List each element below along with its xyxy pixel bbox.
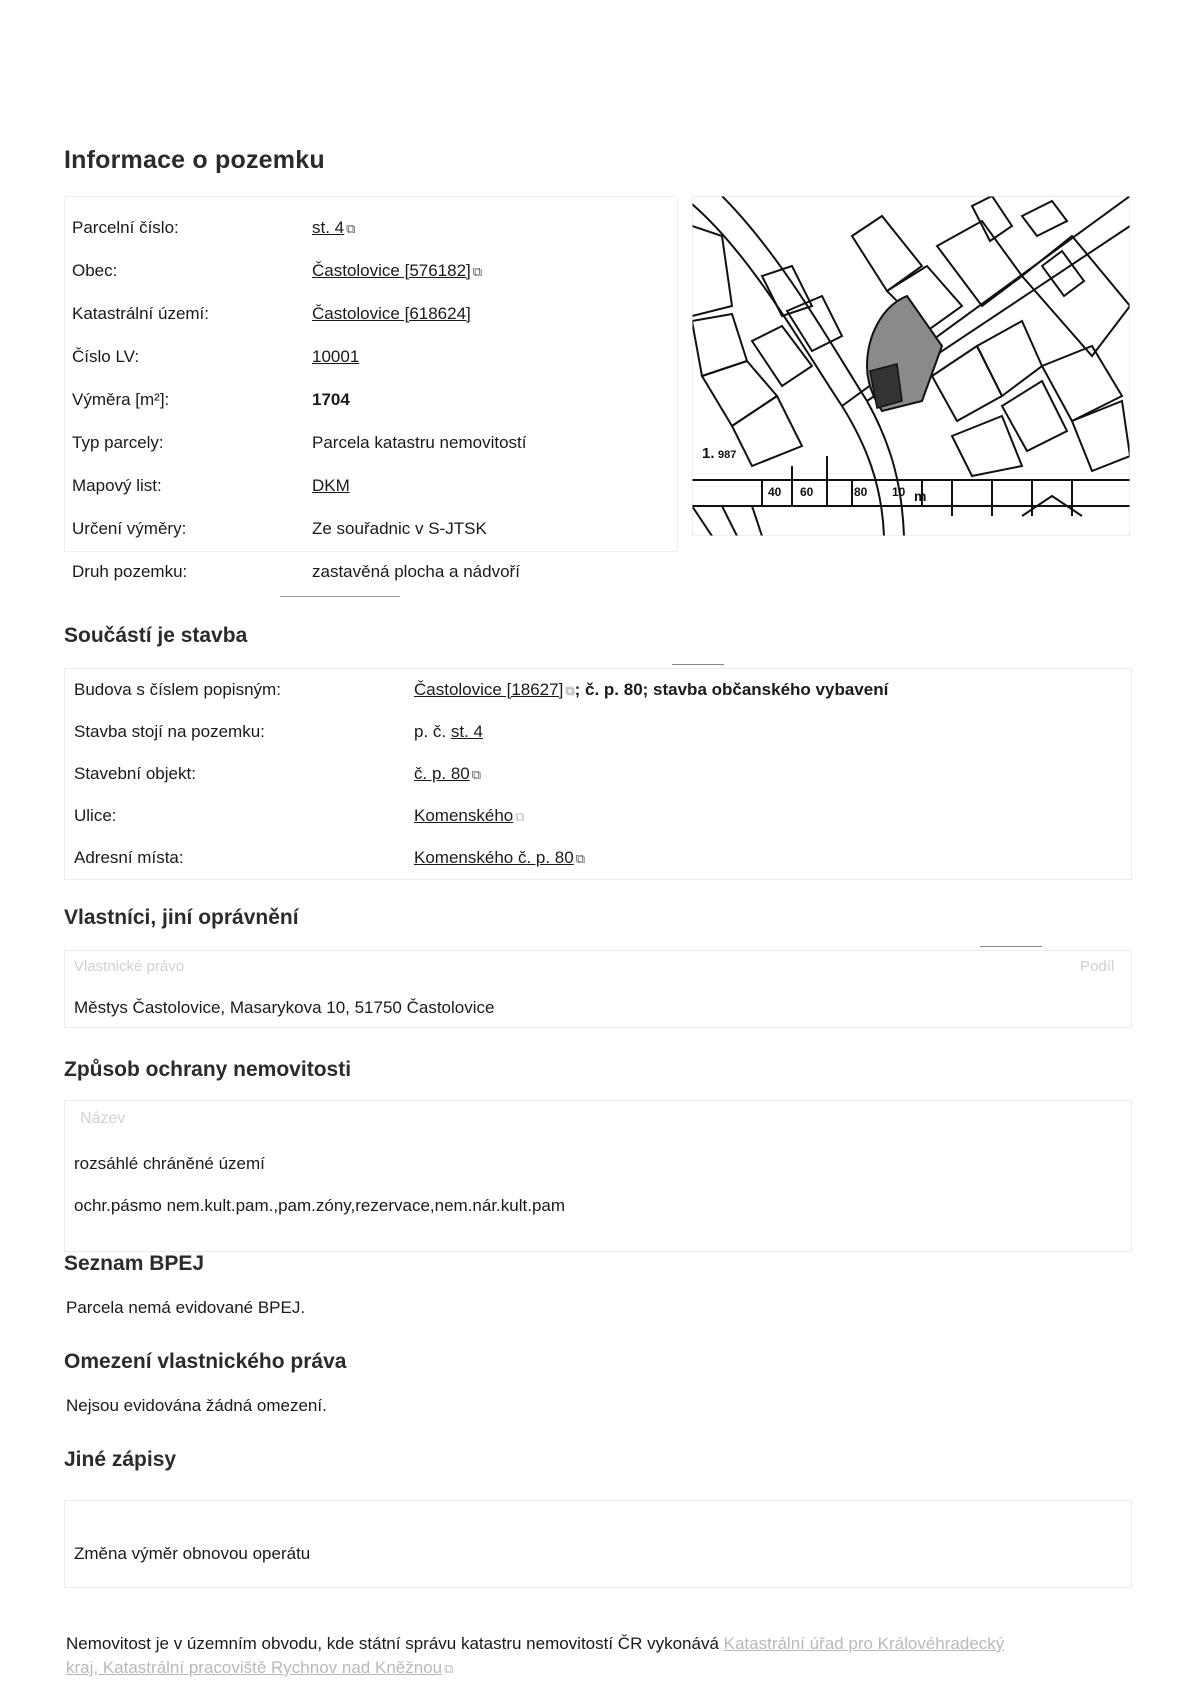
value-cadastral-area	[312, 304, 471, 324]
restrictions-text: Nejsou evidována žádná omezení.	[66, 1396, 327, 1415]
label-lv-number: Číslo LV:	[72, 347, 140, 366]
value-lv-number	[312, 347, 359, 367]
label-parcel-number: Parcelní číslo:	[72, 218, 179, 237]
link-municipality[interactable]: Častolovice [576182]	[312, 261, 471, 280]
link-parcel-number[interactable]: st. 4	[312, 218, 345, 237]
value-building-on-parcel	[414, 722, 483, 742]
page-title: Informace o pozemku	[64, 146, 325, 174]
link-address-point[interactable]: Komenského č. p. 80	[414, 848, 574, 867]
heading-protection: Způsob ochrany nemovitosti	[64, 1058, 352, 1081]
map-label: 10	[892, 485, 906, 499]
heading-owners: Vlastníci, jiní oprávnění	[64, 906, 299, 929]
value-area: 1704	[312, 390, 350, 409]
map-label: 60	[800, 485, 814, 499]
heading-bpej: Seznam BPEJ	[64, 1252, 205, 1275]
link-building-object[interactable]: č. p. 80	[414, 764, 470, 783]
label-building-object: Stavební objekt:	[74, 764, 196, 783]
owner-name: Městys Častolovice, Masarykova 10, 51750 Častolovice	[74, 998, 495, 1017]
footer-note	[66, 1632, 1136, 1681]
protection-box	[64, 1100, 1132, 1252]
value-land-type: zastavěná plocha a nádvoří	[312, 562, 520, 581]
link-building-area[interactable]: Častolovice [18627]	[414, 680, 564, 699]
cadastral-map[interactable]	[692, 196, 1130, 536]
heading-other-records: Jiné zápisy	[64, 1448, 177, 1471]
heading-restrictions: Omezení vlastnického práva	[64, 1350, 347, 1373]
value-municipality	[312, 261, 482, 281]
map-label: 40	[768, 485, 782, 499]
divider	[980, 946, 1042, 947]
value-building-number	[414, 680, 888, 700]
value-building-object	[414, 764, 481, 784]
other-records-text: Změna výměr obnovou operátu	[74, 1544, 311, 1563]
map-drawing	[692, 196, 1130, 536]
label-cadastral-area: Katastrální území:	[72, 304, 210, 323]
external-link-icon[interactable]: ⧉	[444, 1661, 454, 1676]
external-link-icon[interactable]: ⧉	[471, 767, 482, 782]
label-address-points: Adresní místa:	[74, 848, 184, 867]
link-lv-number[interactable]: 10001	[312, 347, 360, 366]
protection-item: ochr.pásmo nem.kult.pam.,pam.zóny,rezervace,nem.nár.kult.pam	[74, 1196, 566, 1215]
parcel-prefix: p. č.	[414, 722, 451, 741]
value-parcel-number	[312, 218, 355, 238]
label-municipality: Obec:	[72, 261, 118, 280]
map-label: 80	[854, 485, 868, 499]
label-building-on-parcel: Stavba stojí na pozemku:	[74, 722, 265, 741]
link-cadastral-area[interactable]: Častolovice [618624]	[312, 304, 471, 323]
link-parcel-st4[interactable]: st. 4	[450, 722, 483, 741]
link-cadastral-office[interactable]: Katastrální úřad pro Královéhradecký	[723, 1634, 1005, 1653]
external-link-icon[interactable]: ⧉	[346, 221, 356, 236]
map-label: 1.	[702, 445, 715, 462]
value-map-sheet	[312, 476, 350, 496]
label-area-determination: Určení výměry:	[72, 519, 187, 538]
link-street[interactable]: Komenského	[414, 806, 514, 825]
value-address-points	[414, 848, 585, 868]
map-label: 987	[718, 449, 737, 461]
value-street	[414, 806, 525, 826]
label-parcel-type: Typ parcely:	[72, 433, 164, 452]
external-link-icon[interactable]: ⧉	[565, 683, 575, 698]
label-land-type: Druh pozemku:	[72, 562, 188, 581]
parcel-info-box	[64, 196, 678, 552]
value-area-determination: Ze souřadnic v S-JTSK	[312, 519, 487, 538]
external-link-icon[interactable]: ⧉	[515, 809, 525, 824]
label-map-sheet: Mapový list:	[72, 476, 162, 495]
divider	[280, 596, 400, 597]
owners-column-header: Vlastnické právo	[74, 958, 185, 975]
external-link-icon[interactable]: ⧉	[472, 264, 483, 279]
bpej-text: Parcela nemá evidované BPEJ.	[66, 1298, 306, 1317]
label-building-number: Budova s číslem popisným:	[74, 680, 281, 699]
label-area: Výměra [m²]:	[72, 390, 170, 409]
value-parcel-type: Parcela katastru nemovitostí	[312, 433, 527, 452]
divider	[672, 664, 724, 665]
map-label: m	[914, 488, 927, 504]
external-link-icon[interactable]: ⧉	[575, 851, 586, 866]
heading-building: Součástí je stavba	[64, 624, 248, 647]
owners-share-header: Podíl	[1080, 958, 1115, 975]
protection-item: rozsáhlé chráněné území	[74, 1154, 265, 1173]
label-street: Ulice:	[74, 806, 117, 825]
link-map-sheet[interactable]: DKM	[312, 476, 350, 495]
highlighted-building	[870, 364, 902, 408]
footer-text: Nemovitost je v územním obvodu, kde státní správu katastru nemovitostí ČR vykonává	[66, 1634, 724, 1653]
link-cadastral-workplace[interactable]: kraj, Katastrální pracoviště Rychnov nad Kněžnou	[66, 1658, 443, 1677]
protection-column-header: Název	[80, 1110, 126, 1127]
building-description: ; č. p. 80; stavba občanského vybavení	[574, 680, 889, 699]
